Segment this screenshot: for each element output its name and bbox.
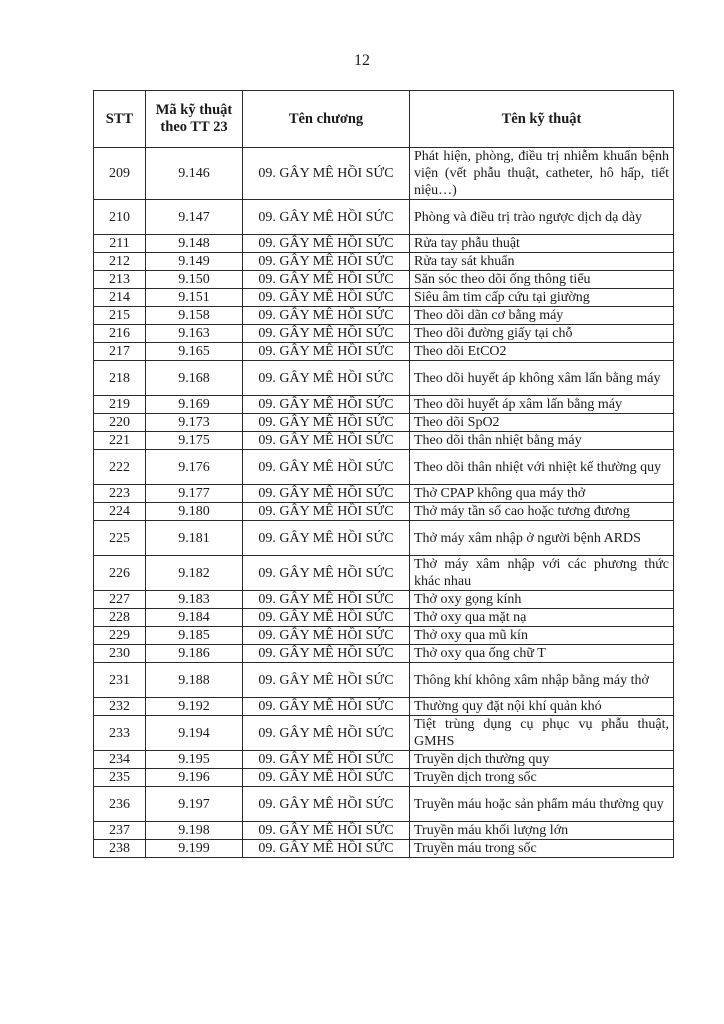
cell-technique-name: Theo dõi thân nhiệt bằng máy: [410, 432, 674, 450]
cell-chapter: 09. GÂY MÊ HỒI SỨC: [243, 787, 410, 822]
cell-technique-name: Thở máy xâm nhập với các phương thức khác nhau: [410, 556, 674, 591]
table-row: [94, 769, 674, 787]
cell-code: 9.192: [146, 698, 243, 716]
table-row: [94, 343, 674, 361]
cell-chapter: 09. GÂY MÊ HỒI SỨC: [243, 432, 410, 450]
cell-technique-name: Phòng và điều trị trào ngược dịch dạ dày: [410, 200, 674, 235]
table-row: [94, 235, 674, 253]
table-row: [94, 840, 674, 858]
cell-technique-name: Truyền máu trong sốc: [410, 840, 674, 858]
cell-chapter: 09. GÂY MÊ HỒI SỨC: [243, 751, 410, 769]
table-row: [94, 361, 674, 396]
cell-stt: 221: [94, 432, 146, 450]
cell-stt: 235: [94, 769, 146, 787]
cell-code: 9.194: [146, 716, 243, 751]
cell-technique-name: Theo dõi EtCO2: [410, 343, 674, 361]
cell-code: 9.165: [146, 343, 243, 361]
cell-chapter: 09. GÂY MÊ HỒI SỨC: [243, 645, 410, 663]
cell-code: 9.177: [146, 485, 243, 503]
cell-stt: 223: [94, 485, 146, 503]
table-body: [94, 148, 674, 858]
cell-code: 9.182: [146, 556, 243, 591]
cell-stt: 233: [94, 716, 146, 751]
cell-code: 9.151: [146, 289, 243, 307]
cell-chapter: 09. GÂY MÊ HỒI SỨC: [243, 521, 410, 556]
cell-technique-name: Thông khí không xâm nhập bằng máy thở: [410, 663, 674, 698]
cell-chapter: 09. GÂY MÊ HỒI SỨC: [243, 271, 410, 289]
cell-technique-name: Thở CPAP không qua máy thở: [410, 485, 674, 503]
page-number: 12: [354, 52, 370, 69]
table-row: [94, 414, 674, 432]
cell-code: 9.148: [146, 235, 243, 253]
table-row: [94, 716, 674, 751]
cell-stt: 218: [94, 361, 146, 396]
cell-technique-name: Siêu âm tim cấp cứu tại giường: [410, 289, 674, 307]
cell-stt: 229: [94, 627, 146, 645]
header-technique-name: Tên kỹ thuật: [410, 91, 674, 148]
table-row: [94, 289, 674, 307]
cell-stt: 232: [94, 698, 146, 716]
cell-technique-name: Săn sóc theo dõi ống thông tiểu: [410, 271, 674, 289]
cell-code: 9.186: [146, 645, 243, 663]
cell-chapter: 09. GÂY MÊ HỒI SỨC: [243, 663, 410, 698]
cell-chapter: 09. GÂY MÊ HỒI SỨC: [243, 822, 410, 840]
cell-technique-name: Truyền máu hoặc sản phẩm máu thường quy: [410, 787, 674, 822]
header-chapter: Tên chương: [243, 91, 410, 148]
cell-code: 9.195: [146, 751, 243, 769]
cell-stt: 219: [94, 396, 146, 414]
cell-chapter: 09. GÂY MÊ HỒI SỨC: [243, 235, 410, 253]
table-row: [94, 253, 674, 271]
cell-chapter: 09. GÂY MÊ HỒI SỨC: [243, 503, 410, 521]
cell-code: 9.199: [146, 840, 243, 858]
cell-chapter: 09. GÂY MÊ HỒI SỨC: [243, 627, 410, 645]
cell-chapter: 09. GÂY MÊ HỒI SỨC: [243, 591, 410, 609]
header-stt: STT: [94, 91, 146, 148]
cell-technique-name: Theo dõi SpO2: [410, 414, 674, 432]
table-row: [94, 503, 674, 521]
cell-chapter: 09. GÂY MÊ HỒI SỨC: [243, 698, 410, 716]
cell-chapter: 09. GÂY MÊ HỒI SỨC: [243, 307, 410, 325]
cell-technique-name: Theo dõi thân nhiệt với nhiệt kế thường quy: [410, 450, 674, 485]
cell-stt: 214: [94, 289, 146, 307]
cell-stt: 237: [94, 822, 146, 840]
cell-technique-name: Thở oxy qua ống chữ T: [410, 645, 674, 663]
cell-chapter: 09. GÂY MÊ HỒI SỨC: [243, 253, 410, 271]
table-row: [94, 627, 674, 645]
cell-chapter: 09. GÂY MÊ HỒI SỨC: [243, 396, 410, 414]
cell-code: 9.147: [146, 200, 243, 235]
cell-stt: 230: [94, 645, 146, 663]
table-row: [94, 751, 674, 769]
table-row: [94, 822, 674, 840]
cell-stt: 234: [94, 751, 146, 769]
cell-technique-name: Rửa tay phẫu thuật: [410, 235, 674, 253]
header-code: Mã kỹ thuật theo TT 23: [146, 91, 243, 148]
cell-technique-name: Theo dõi huyết áp xâm lấn bằng máy: [410, 396, 674, 414]
technique-table: [93, 90, 674, 858]
cell-code: 9.146: [146, 148, 243, 200]
cell-technique-name: Thở oxy gọng kính: [410, 591, 674, 609]
cell-stt: 238: [94, 840, 146, 858]
cell-code: 9.158: [146, 307, 243, 325]
cell-code: 9.169: [146, 396, 243, 414]
cell-stt: 213: [94, 271, 146, 289]
cell-technique-name: Thở máy tần số cao hoặc tương đương: [410, 503, 674, 521]
cell-technique-name: Tiệt trùng dụng cụ phục vụ phẫu thuật, GMHS: [410, 716, 674, 751]
table-row: [94, 396, 674, 414]
cell-chapter: 09. GÂY MÊ HỒI SỨC: [243, 361, 410, 396]
table-row: [94, 521, 674, 556]
cell-technique-name: Thở oxy qua mũ kín: [410, 627, 674, 645]
table-header-row: [94, 91, 674, 148]
cell-chapter: 09. GÂY MÊ HỒI SỨC: [243, 343, 410, 361]
cell-chapter: 09. GÂY MÊ HỒI SỨC: [243, 200, 410, 235]
cell-chapter: 09. GÂY MÊ HỒI SỨC: [243, 414, 410, 432]
table-row: [94, 148, 674, 200]
cell-code: 9.188: [146, 663, 243, 698]
cell-technique-name: Rửa tay sát khuẩn: [410, 253, 674, 271]
table-row: [94, 432, 674, 450]
cell-technique-name: Thường quy đặt nội khí quản khó: [410, 698, 674, 716]
cell-chapter: 09. GÂY MÊ HỒI SỨC: [243, 450, 410, 485]
cell-technique-name: Thở oxy qua mặt nạ: [410, 609, 674, 627]
cell-technique-name: Thở máy xâm nhập ở người bệnh ARDS: [410, 521, 674, 556]
table-row: [94, 450, 674, 485]
cell-technique-name: Phát hiện, phòng, điều trị nhiễm khuẩn bệnh viện (vết phẫu thuật, catheter, hô hấp, tiết niệu…): [410, 148, 674, 200]
table-row: [94, 556, 674, 591]
cell-code: 9.197: [146, 787, 243, 822]
cell-technique-name: Theo dõi huyết áp không xâm lấn bằng máy: [410, 361, 674, 396]
cell-technique-name: Truyền dịch trong sốc: [410, 769, 674, 787]
cell-code: 9.176: [146, 450, 243, 485]
table-row: [94, 485, 674, 503]
cell-technique-name: Truyền máu khối lượng lớn: [410, 822, 674, 840]
cell-code: 9.185: [146, 627, 243, 645]
cell-chapter: 09. GÂY MÊ HỒI SỨC: [243, 769, 410, 787]
cell-stt: 228: [94, 609, 146, 627]
cell-chapter: 09. GÂY MÊ HỒI SỨC: [243, 840, 410, 858]
cell-code: 9.168: [146, 361, 243, 396]
cell-stt: 231: [94, 663, 146, 698]
cell-stt: 209: [94, 148, 146, 200]
cell-stt: 217: [94, 343, 146, 361]
table-row: [94, 663, 674, 698]
cell-chapter: 09. GÂY MÊ HỒI SỨC: [243, 556, 410, 591]
cell-stt: 224: [94, 503, 146, 521]
cell-chapter: 09. GÂY MÊ HỒI SỨC: [243, 609, 410, 627]
cell-chapter: 09. GÂY MÊ HỒI SỨC: [243, 148, 410, 200]
cell-stt: 210: [94, 200, 146, 235]
table-row: [94, 698, 674, 716]
cell-code: 9.175: [146, 432, 243, 450]
cell-code: 9.198: [146, 822, 243, 840]
cell-chapter: 09. GÂY MÊ HỒI SỨC: [243, 485, 410, 503]
cell-stt: 227: [94, 591, 146, 609]
cell-code: 9.183: [146, 591, 243, 609]
cell-technique-name: Theo dõi đường giấy tại chỗ: [410, 325, 674, 343]
cell-code: 9.173: [146, 414, 243, 432]
cell-technique-name: Theo dõi dãn cơ bằng máy: [410, 307, 674, 325]
table-row: [94, 271, 674, 289]
cell-stt: 222: [94, 450, 146, 485]
cell-stt: 225: [94, 521, 146, 556]
cell-stt: 216: [94, 325, 146, 343]
cell-code: 9.196: [146, 769, 243, 787]
cell-code: 9.149: [146, 253, 243, 271]
table-row: [94, 645, 674, 663]
table-row: [94, 591, 674, 609]
cell-stt: 215: [94, 307, 146, 325]
cell-stt: 236: [94, 787, 146, 822]
table-row: [94, 325, 674, 343]
cell-stt: 226: [94, 556, 146, 591]
cell-code: 9.150: [146, 271, 243, 289]
cell-chapter: 09. GÂY MÊ HỒI SỨC: [243, 325, 410, 343]
cell-stt: 211: [94, 235, 146, 253]
table-row: [94, 307, 674, 325]
cell-code: 9.180: [146, 503, 243, 521]
table-row: [94, 609, 674, 627]
cell-chapter: 09. GÂY MÊ HỒI SỨC: [243, 289, 410, 307]
table-row: [94, 200, 674, 235]
cell-code: 9.184: [146, 609, 243, 627]
cell-stt: 220: [94, 414, 146, 432]
cell-stt: 212: [94, 253, 146, 271]
cell-chapter: 09. GÂY MÊ HỒI SỨC: [243, 716, 410, 751]
table-row: [94, 787, 674, 822]
cell-code: 9.181: [146, 521, 243, 556]
cell-code: 9.163: [146, 325, 243, 343]
cell-technique-name: Truyền dịch thường quy: [410, 751, 674, 769]
